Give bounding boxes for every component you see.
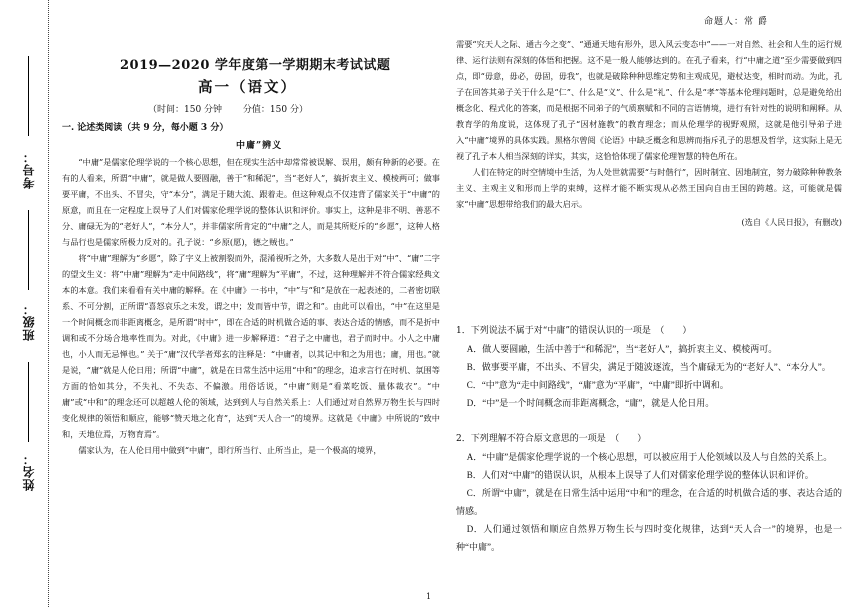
option-b[interactable]: B．做事要平庸，不出头、不冒尖，满足于随波逐流，当个庸碌无为的“老好人”、“本分人”。 (466, 362, 831, 372)
exam-score: 分值：150 分） (242, 105, 308, 115)
section-heading: 一. 论述类阅读（共 9 分，每小题 3 分） (62, 123, 229, 133)
exam-number-label: 考号： (22, 150, 36, 189)
paragraph: 儒家认为，在人伦日用中做到“中庸”，即行所当行、止所当止，是一个极高的境界， (78, 445, 382, 455)
class-label: 班级： (22, 302, 36, 341)
class-line[interactable] (28, 210, 29, 290)
question-stem: 1．下列说法不属于对“中庸”的错误认识的一项是 （ ） (456, 326, 692, 336)
question-1 (456, 322, 842, 412)
exam-title: 2019—2020 学年度第一学期期末考试试题 (120, 58, 391, 73)
option-d[interactable]: D．人们通过领悟和顺应自然界万物生长与四时变化规律，达到“天人合一”的境界，也是一种“中庸”。 (456, 524, 842, 552)
paragraph: 人们在特定的时空情境中生活，为人处世就需要“与时偕行”，因时制宜、因地制宜，努力破除种种教条主义、主观主义和形而上学的束缚，这样才能不断实现从必然王国向自由王国的跨越。这，可能就是儒家“中庸”思想带给我们的最大启示。 (456, 167, 842, 209)
author-credit: 命题人：常 爵 (704, 17, 768, 27)
option-a[interactable]: A．做人要圆融，生活中善于“和稀泥”，当“老好人”，搞折衷主义、模棱两可。 (466, 344, 778, 354)
name-label: 姓名： (22, 452, 36, 491)
question-stem: 2．下列理解不符合原文意思的一项是 （ ） (456, 434, 647, 444)
source-citation: (选自《人民日报》，有删改) (741, 217, 842, 227)
option-c[interactable]: C．“中”意为“走中间路线”，“庸”意为“平庸”，“中庸”即折中调和。 (466, 380, 729, 390)
binding-margin (0, 0, 52, 607)
option-d[interactable]: D．“中”是一个时间概念而非距离概念，“庸”，就是人伦日用。 (466, 398, 715, 408)
essay-body-right (456, 36, 842, 230)
exam-number-line[interactable] (28, 56, 29, 136)
binding-dotted-line (48, 0, 49, 607)
page-number: 1 (426, 592, 432, 601)
name-line[interactable] (28, 362, 29, 442)
paragraph: 需要“究天人之际、通古今之变”、“通通天地有形外，思入风云变态中”——一对自然、社会和人生的运行规律、运行法则有深刻的体悟和把握。这不是一般人能够达到的。在孔子看来，行“中庸之道”至少需要做到四点，即“毋意，毋必，毋固，毋我”，也就是破除种种思维定势和主观成见，避杖达变，相时而动。为此，孔子在回答其弟子关于什么是“仁”、什么是“义”、什么是“礼”、什么是“孝”等基本伦理问题时，总是避免给出概念化、程式化的答案，而是根据不同弟子的气质禀赋和不同的言语情境，进行有针对性的说明和阐释。从教育学的角度说，这体现了孔子“因材施教”的教育理念；而从伦理学的视野观照，这就是他引导弟子进入“中庸”境界的具体实践。黑格尔曾阅《论语》中缺乏概念和思辨而指斥孔子的思想及哲学，这实际上是无视了孔子本人相当深刻的详实，其实，这恰恰体现了儒家伦理智慧的特色所在。 (456, 39, 842, 161)
paragraph: 将“中庸”理解为“乡愿”，除了字义上被割裂而外，混淆视听之外，大多数人是出于对“中”、“庸”二字的望文生义：将“中庸”理解为“走中间路线”，将“庸”理解为“平庸”，不过，这种理解并不符合儒家经典文本的本意。我们来看看有关中庸的解释。在《中庸》一书中，“中”与“和”是放在一起表述的，二者密切联系、不可分割，正所谓“喜怒哀乐之未发，谓之中；发而皆中节，谓之和”。由此可以看出，“中”在这里是一个时间概念而非距离概念，是所谓“时中”，即在合适的时机做合适的事、表达合适的情感，而不是折中调和或不分场合地率性而为。对此，《中庸》进一步解释道：“君子之中庸也，君子而时中。小人之中庸也，小人而无忌惮也。” 关于“庸”汉代学者郑玄的注释是：“中庸者，以其记中和之为用也；庸，用也。”就是说，“庸”就是人伦日用；所谓“中庸”，就是在日常生活中运用“中和”的理念，追求言行在时机、氛围等方面的恰如其分，不失礼、不失态、不偏激。用俗话说，“中庸”则是“看菜吃饭、量体裁衣”。“中庸”或“中和”的理念还可以超越人伦的领域，达到到人与自然关系上：人们通过对自然界万物生长与四时变化规律的领悟和顺应，能够“赞天地之化育”，达到“天人合一”的境界。这就是《中庸》中所说的“致中和，天地位焉，万物育焉”。 (62, 253, 440, 439)
essay-body-left (62, 154, 440, 458)
exam-meta (148, 102, 326, 115)
exam-subject: 高一（语文） (198, 79, 297, 96)
option-b[interactable]: B．人们对“中庸”的错误认识，从根本上误导了人们对儒家伦理学说的整体认识和评价。 (466, 470, 814, 480)
option-c[interactable]: C．所谓“中庸”，就是在日常生活中运用“中和”的理念，在合适的时机做合适的事、表达合适的情感。 (456, 488, 842, 516)
exam-time: （时间：150 分钟 (148, 105, 223, 115)
essay-title: 中庸”辨义 (236, 141, 283, 151)
option-a[interactable]: A．“中庸”是儒家伦理学说的一个核心思想，可以被应用于人伦领域以及人与自然的关系上。 (466, 452, 833, 462)
paragraph: “中庸”是儒家伦理学说的一个核心思想，但在现实生活中却常常被误解、误用，颇有种新的必要。在有的人看来，所谓“中庸”，就是做人要圆融，善于“和稀泥”，当“老好人”，搞折衷主义、模棱两可；做事要平庸，不出头、不冒尖，守“本分”，满足于随大流、跟着走。但这种观点不仅违背了儒家关于“中庸”的原意，而且在一定程度上误导了人们对儒家伦理学说的整体认识和评价。事实上，这种是非不明、善恶不分、庸碌无为的“老好人”，“本分人”，并非儒家所肯定的“中庸”之人，而是其所贬斥的“乡愿”，这种人格与品行也是儒家所极力反对的。孔子说：“乡原(愿)，德之贼也。” (62, 157, 440, 247)
question-2 (456, 430, 842, 556)
